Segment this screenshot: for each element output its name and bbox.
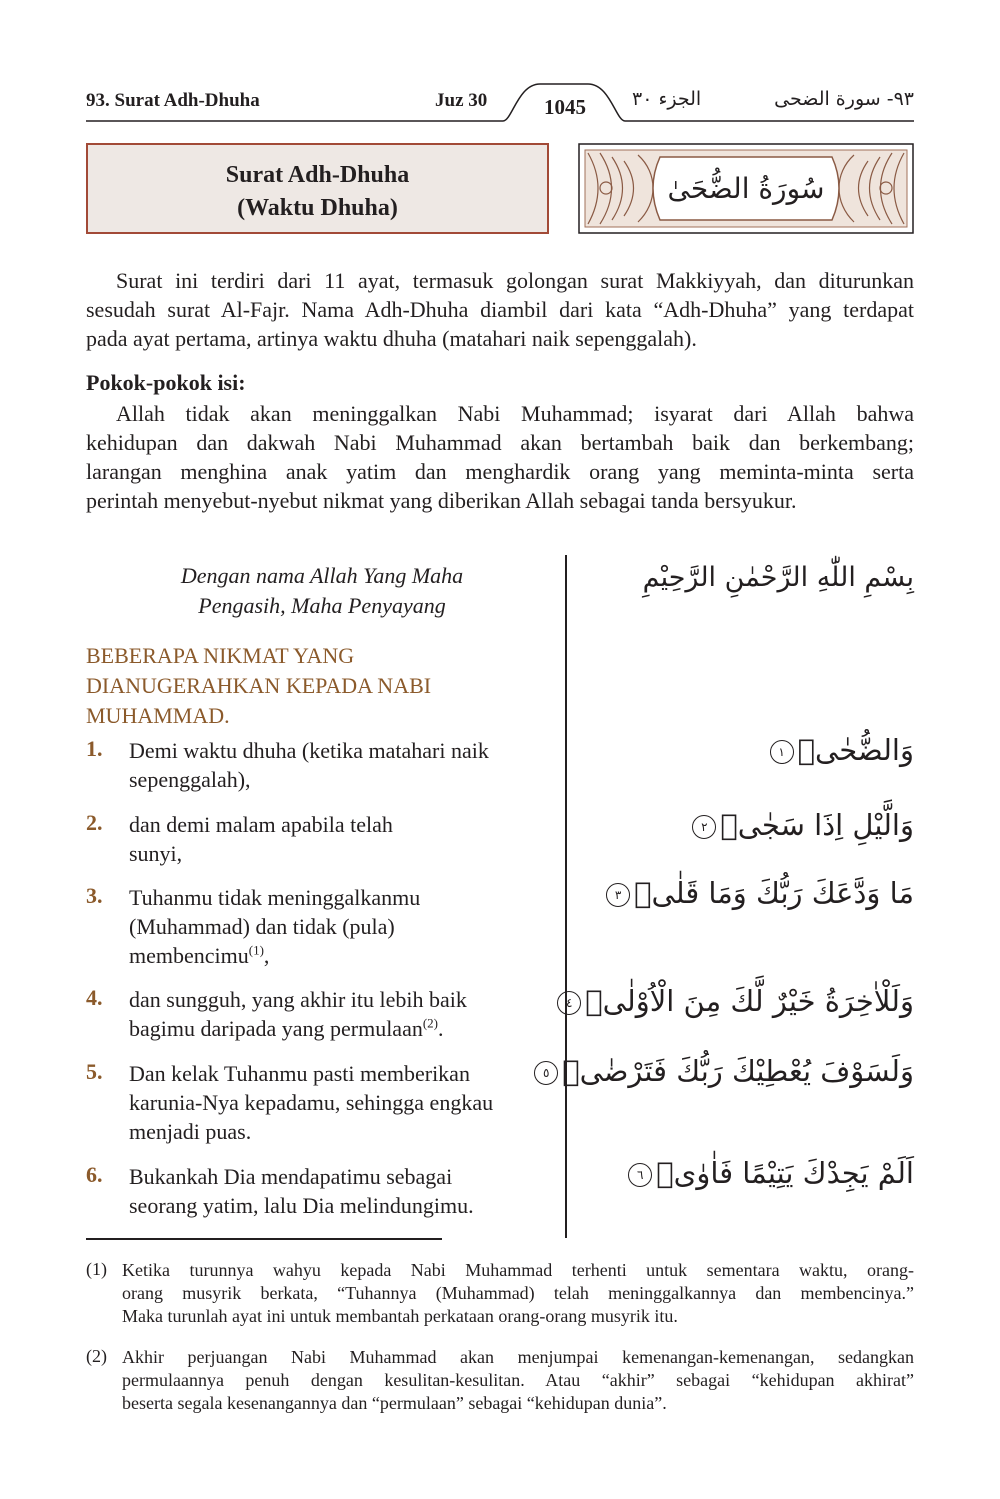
verse-translation — [129, 985, 559, 1043]
section-heading-line: BEBERAPA NIKMAT YANG — [86, 643, 355, 668]
verse-number: 2. — [86, 810, 103, 835]
verse-line: seorang yatim, lalu Dia melindungimu. — [129, 1193, 474, 1218]
pokok-line: perintah menyebut-nyebut nikmat yang diberikan Allah sebagai tanda bersyukur. — [86, 488, 797, 513]
surah-subtitle: (Waktu Dhuha) — [237, 195, 398, 221]
intro-line: pada ayat pertama, artinya waktu dhuha (matahari naik sepenggalah). — [86, 326, 697, 351]
verse-arabic-text: اَلَمْ يَجِدْكَ يَتِيْمًا فَاٰوٰىۖ — [656, 1156, 914, 1190]
footnote-ref[interactable]: (1) — [248, 942, 264, 958]
section-heading-line: DIANUGERAHKAN KEPADA NABI — [86, 673, 432, 698]
intro-line: Surat ini terdiri dari 11 ayat, termasuk golongan surat Makkiyyah, dan diturunkan — [116, 268, 914, 293]
verse-arabic-text: وَلَسَوْفَ يُعْطِيْكَ رَبُّكَ فَتَرْضٰىۗ — [562, 1054, 914, 1088]
verse-translation — [129, 883, 559, 970]
verse-translation — [129, 810, 559, 868]
footnote-line: Maka turunlah ayat ini untuk membantah perkataan orang-orang musyrik itu. — [122, 1306, 678, 1326]
page-number: 1045 — [544, 95, 586, 119]
footnote-line: orang musyrik berkata, “Tuhannya (Muhammad) telah meninggalkannya dan membencinya.” — [122, 1283, 914, 1303]
header-surah-arabic: ٩٣- سورة الضحى — [774, 88, 914, 110]
verse-line: Tuhanmu tidak meninggalkanmu — [129, 885, 421, 910]
footnote-line: permulaannya penuh dengan kesulitan-kesulitan. Atau “akhir” sebagai “kehidupan akhirat” — [122, 1370, 914, 1390]
intro-line: sesudah surat Al-Fajr. Nama Adh-Dhuha diambil dari kata “Adh-Dhuha” yang terdapat — [86, 297, 914, 322]
pokok-heading: Pokok-pokok isi: — [86, 370, 246, 395]
verse-arabic — [770, 733, 914, 767]
column-divider — [565, 555, 567, 1238]
pokok-line: kehidupan dan dakwah Nabi Muhammad akan bertambah baik dan berkembang; — [86, 430, 914, 455]
verse-line: sunyi, — [129, 841, 183, 866]
verse-translation — [129, 736, 559, 794]
section-heading-line: MUHAMMAD. — [86, 703, 230, 728]
footnote-ref[interactable]: (2) — [422, 1015, 439, 1031]
verse-number: 1. — [86, 736, 103, 761]
footnote-text — [122, 1346, 914, 1415]
verse-translation — [129, 1059, 559, 1146]
verse-line-text: bagimu daripada yang permulaan — [129, 1016, 423, 1041]
verse-arabic — [692, 808, 914, 842]
surah-name-ornament — [578, 143, 914, 234]
verse-arabic — [534, 1054, 914, 1088]
header-surah-label: 93. Surat Adh-Dhuha — [86, 90, 260, 111]
pokok-paragraph — [86, 399, 914, 515]
verse-translation — [129, 1162, 559, 1220]
verse-line: karunia-Nya kepadamu, sehingga engkau — [129, 1090, 494, 1115]
verse-line-tail: . — [438, 1016, 444, 1041]
section-heading — [86, 641, 506, 731]
surah-name-arabic: سُورَةُ الضُّحَىٰ — [667, 172, 825, 205]
verse-end-mark-icon: ٢ — [692, 815, 716, 839]
verse-end-mark-icon: ١ — [770, 740, 794, 764]
verse-arabic-text: وَالَّيْلِ اِذَا سَجٰىۙ — [720, 808, 914, 842]
header-juz-label: Juz 30 — [435, 90, 488, 111]
basmalah-line: Pengasih, Maha Penyayang — [198, 593, 446, 618]
header-rule — [0, 0, 1000, 140]
surah-title: Surat Adh-Dhuha — [225, 162, 410, 188]
verse-line: (Muhammad) dan tidak (pula) — [129, 914, 395, 939]
verse-arabic — [628, 1156, 914, 1190]
verse-line-text: membencimu — [129, 943, 249, 968]
footnote-number: (1) — [86, 1259, 107, 1279]
basmalah-translation — [86, 561, 558, 621]
verse-line: Bukankah Dia mendapatimu sebagai — [129, 1164, 453, 1189]
verse-line-tail: , — [263, 943, 270, 968]
verse-arabic-text: وَالضُّحٰىۙ — [797, 733, 914, 767]
verse-number: 5. — [86, 1059, 103, 1084]
verse-number: 4. — [86, 985, 103, 1010]
verse-arabic-text: مَا وَدَّعَكَ رَبُّكَ وَمَا قَلٰىۗ — [634, 876, 914, 910]
intro-paragraph — [86, 266, 914, 353]
basmalah-line: Dengan nama Allah Yang Maha — [180, 563, 464, 588]
footnote-text — [122, 1259, 914, 1328]
footnote-number: (2) — [86, 1346, 107, 1366]
verse-line: dan sungguh, yang akhir itu lebih baik — [129, 987, 467, 1012]
footnote-line: Ketika turunnya wahyu kepada Nabi Muhammad terhenti untuk sementara waktu, orang- — [122, 1260, 914, 1280]
footnote-line: beserta segala kesenangannya dan “permulaan” sebagai “kehidupan dunia”. — [122, 1393, 667, 1413]
verse-arabic-text: وَلَلْاٰخِرَةُ خَيْرٌ لَّكَ مِنَ الْاُوْلٰىۗ — [585, 984, 914, 1018]
verse-arabic — [557, 984, 914, 1018]
verse-line: sepenggalah), — [129, 767, 251, 792]
verse-line — [129, 941, 559, 970]
verse-end-mark-icon: ٦ — [628, 1163, 652, 1187]
verse-number: 6. — [86, 1162, 103, 1187]
verse-line: dan demi malam apabila telah — [129, 812, 393, 837]
verse-line: Dan kelak Tuhanmu pasti memberikan — [129, 1061, 470, 1086]
pokok-line: Allah tidak akan meninggalkan Nabi Muhammad; isyarat dari Allah bahwa — [116, 401, 914, 426]
verse-number: 3. — [86, 883, 103, 908]
basmalah-arabic: بِسْمِ اللّٰهِ الرَّحْمٰنِ الرَّحِيْمِ — [642, 562, 914, 593]
verse-line: Demi waktu dhuha (ketika matahari naik — [129, 738, 489, 763]
footnote-rule — [86, 1238, 442, 1240]
header-juz-arabic: الجزء ٣٠ — [632, 88, 702, 110]
verse-end-mark-icon: ٤ — [557, 991, 581, 1015]
verse-line: menjadi puas. — [129, 1119, 252, 1144]
verse-arabic — [606, 876, 914, 910]
footnote-line: Akhir perjuangan Nabi Muhammad akan menjumpai kemenangan-kemenangan, sedangkan — [122, 1347, 914, 1367]
verse-end-mark-icon: ٥ — [534, 1061, 558, 1085]
pokok-line: larangan menghina anak yatim dan menghardik orang yang meminta-minta serta — [86, 459, 914, 484]
verse-line — [129, 1014, 559, 1043]
surah-title-box — [86, 143, 549, 234]
verse-end-mark-icon: ٣ — [606, 883, 630, 907]
